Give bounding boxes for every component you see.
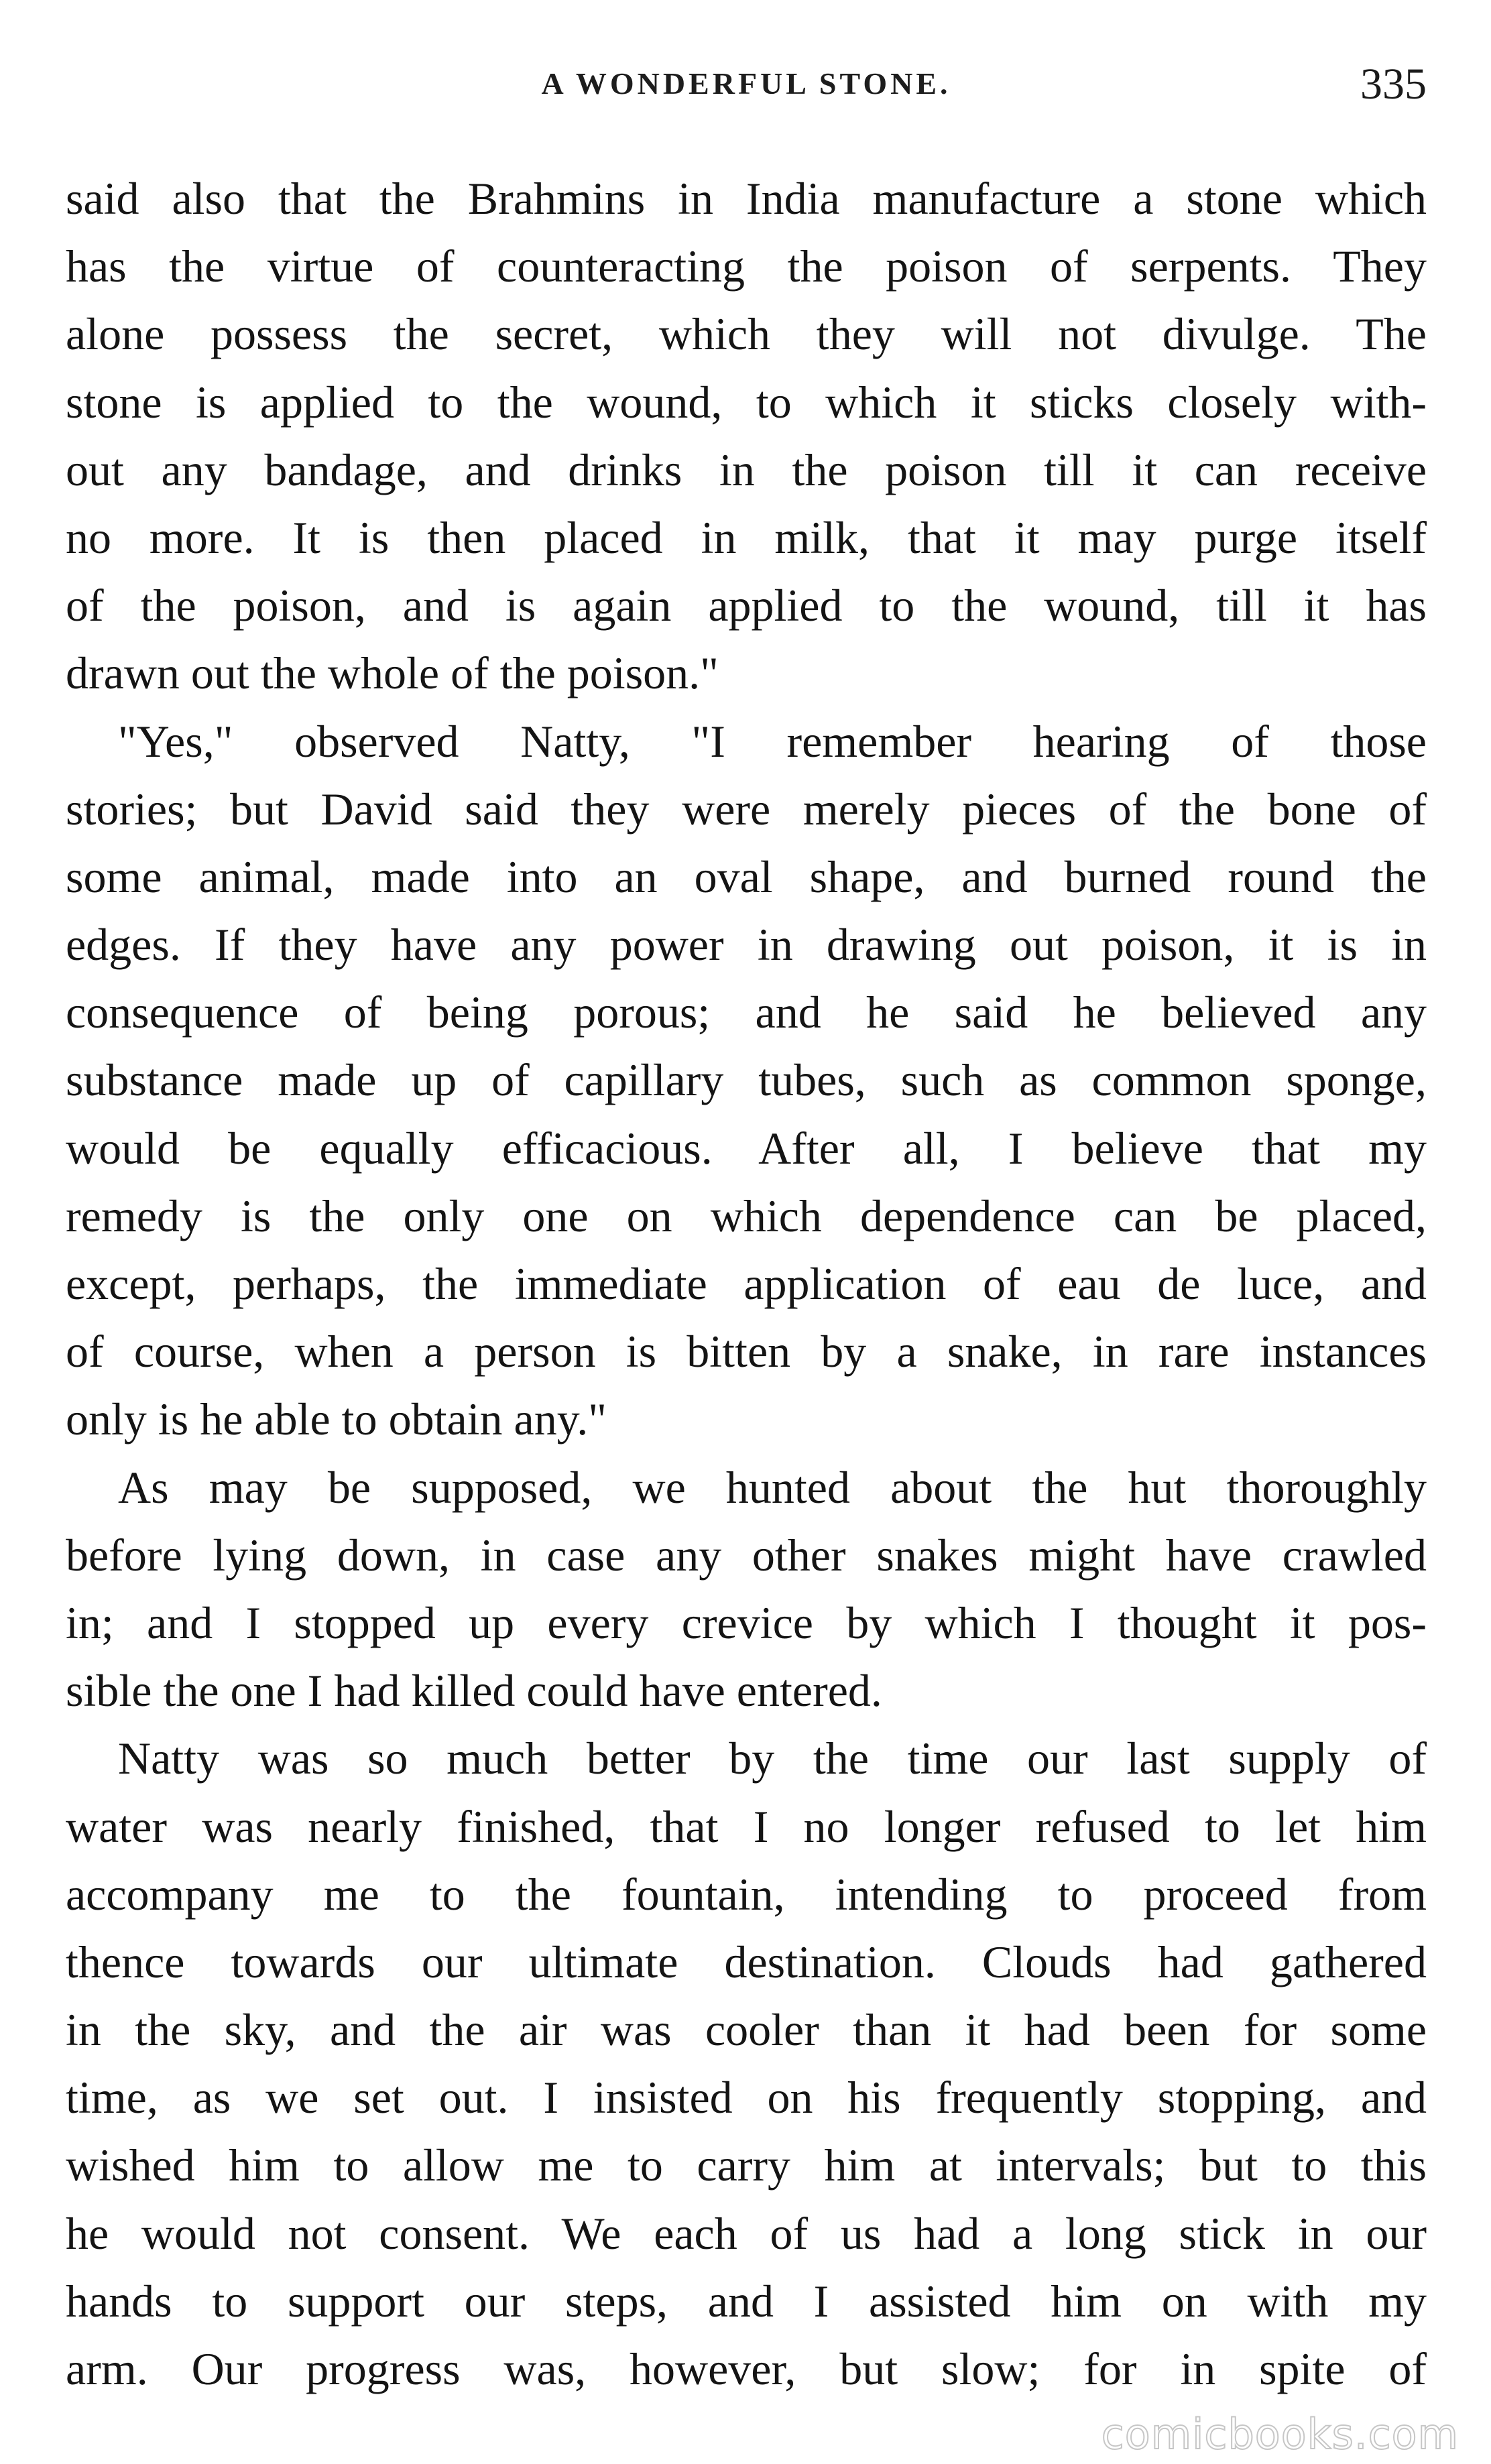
paragraph [66,165,1427,708]
text-line: arm. Our progress was, however, but slow; for in spite of [66,2343,1427,2394]
text-line: of course, when a person is bitten by a snake, in rare instances [66,1326,1427,1377]
running-head [66,62,1427,115]
text-line: of the poison, and is again applied to the wound, till it has [66,580,1427,631]
text-line: wished him to allow me to carry him at intervals; but to this [66,2140,1427,2191]
body-text [66,165,1427,2403]
text-line: drawn out the whole of the poison." [66,648,719,699]
text-line: alone possess the secret, which they will not divulge. The [66,308,1427,360]
text-line: no more. It is then placed in milk, that it may purge itself [66,511,1427,563]
text-line: except, perhaps, the immediate application of eau de luce, and [66,1258,1427,1309]
text-line: consequence of being porous; and he said he believed any [66,987,1427,1038]
text-line: stories; but David said they were merely pieces of the bone of [66,783,1427,835]
text-line: has the virtue of counteracting the poison of serpents. They [66,241,1427,292]
text-line: sible the one I had killed could have entered. [66,1665,882,1717]
text-line: in; and I stopped up every crevice by which I thought it pos- [66,1597,1427,1648]
text-line: As may be supposed, we hunted about the hut thoroughly [118,1461,1427,1513]
paragraph [66,708,1427,1454]
page-number: 335 [1360,60,1427,109]
text-line: out any bandage, and drinks in the poison till it can receive [66,444,1427,495]
text-line: water was nearly finished, that I no longer refused to let him [66,1800,1427,1852]
paragraph [66,1454,1427,1725]
text-line: time, as we set out. I insisted on his frequently stopping, and [66,2072,1427,2123]
text-line: would be equally efficacious. After all, I believe that my [66,1122,1427,1174]
text-line: edges. If they have any power in drawing out poison, it is in [66,919,1427,971]
text-line: thence towards our ultimate destination. Clouds had gathered [66,1936,1427,1987]
text-line: stone is applied to the wound, to which it sticks closely with- [66,376,1427,428]
text-line: before lying down, in case any other snakes might have crawled [66,1529,1427,1581]
text-line: "Yes," observed Natty, "I remember hearing of those [118,715,1427,767]
text-line: some animal, made into an oval shape, and burned round the [66,851,1427,902]
watermark: comicbooks.com [1101,2410,1459,2459]
text-line: substance made up of capillary tubes, such as common sponge, [66,1054,1427,1106]
text-line: in the sky, and the air was cooler than it had been for some [66,2004,1427,2056]
text-line: remedy is the only one on which dependence can be placed, [66,1190,1427,1241]
text-line: hands to support our steps, and I assisted him on with my [66,2275,1427,2327]
text-line: said also that the Brahmins in India manufacture a stone which [66,173,1427,224]
running-title: A WONDERFUL STONE. [541,66,951,101]
text-line: accompany me to the fountain, intending to proceed from [66,1868,1427,1920]
paragraph [66,1725,1427,2403]
text-line: only is he able to obtain any." [66,1394,607,1445]
text-line: he would not consent. We each of us had a long stick in our [66,2207,1427,2259]
text-line: Natty was so much better by the time our last supply of [118,1733,1427,1784]
